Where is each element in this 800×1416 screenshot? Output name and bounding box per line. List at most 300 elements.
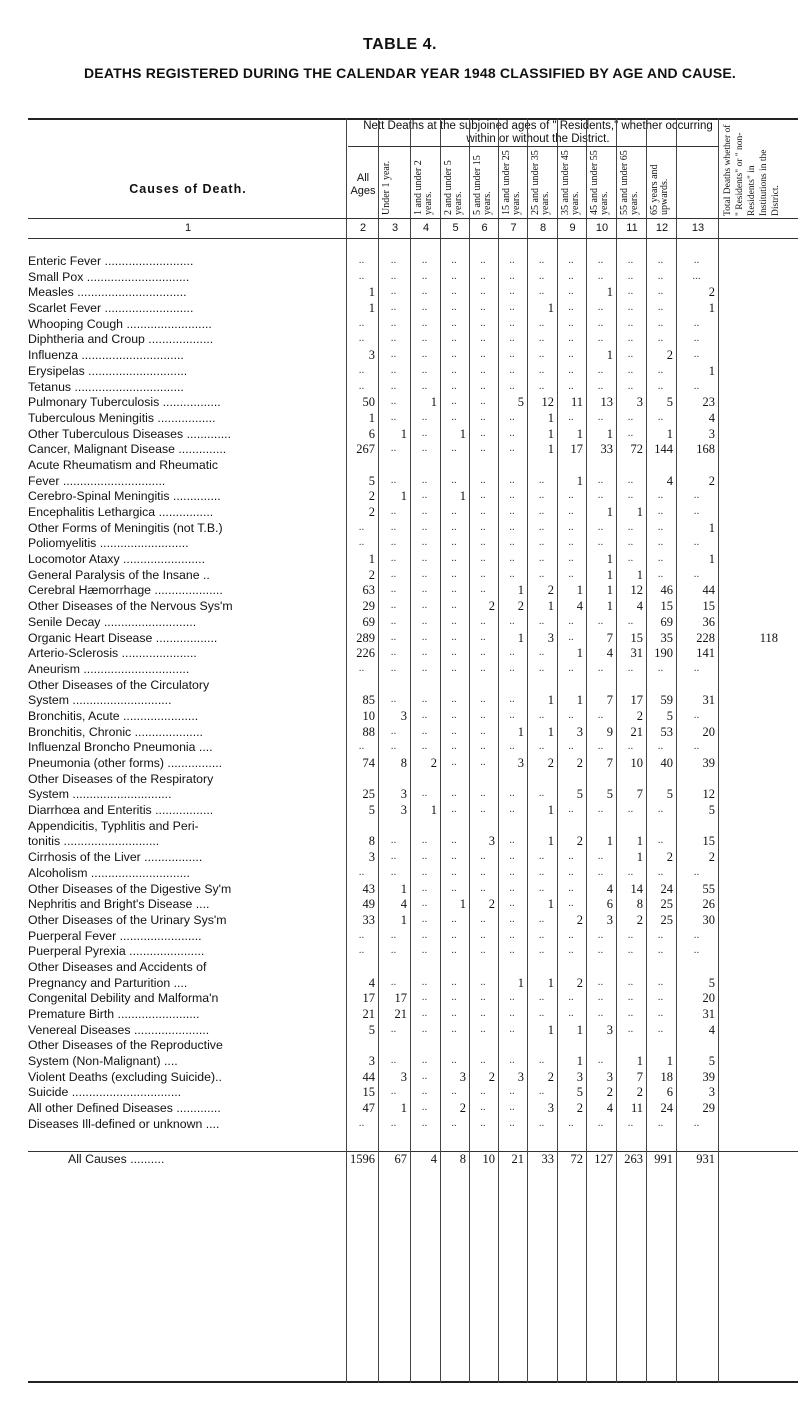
cell-value: .. — [421, 473, 428, 486]
cell-value: .. — [421, 881, 428, 894]
cell-value: .. — [597, 850, 604, 863]
cell-value: .. — [657, 552, 664, 565]
cell-value: .. — [421, 552, 428, 565]
cell-value: .. — [538, 552, 545, 565]
cell-value: .. — [597, 614, 604, 627]
cell-value: .. — [358, 316, 365, 329]
cell-value: .. — [480, 865, 486, 878]
cell-value: .. — [451, 756, 457, 768]
cell-value: 267 — [356, 442, 375, 457]
cell-value: .. — [451, 505, 457, 517]
cell-value: .. — [509, 332, 515, 345]
cell-value: 4 — [400, 897, 407, 912]
cell-value: .. — [480, 395, 486, 408]
table-row — [28, 254, 798, 270]
cell-value: 1 — [368, 552, 375, 567]
cell-value: 2 — [547, 583, 554, 598]
table-row — [28, 1023, 798, 1039]
cell-value: .. — [480, 991, 486, 1004]
cell-value: .. — [538, 912, 545, 925]
cell-value: 3 — [576, 1069, 583, 1084]
cell-value: .. — [480, 1054, 486, 1067]
table-row — [28, 1007, 798, 1023]
cell-value: 1 — [636, 850, 643, 865]
cell-value: .. — [480, 975, 486, 988]
cause-label: Other Diseases of the Respiratory — [28, 771, 214, 786]
cell-value: 25 — [362, 787, 375, 802]
cell-value: 1 — [368, 285, 375, 300]
cause-label: Diseases Ill-defined or unknown .... — [28, 1116, 220, 1131]
cell-value: .. — [509, 1085, 515, 1098]
cell-value: .. — [421, 301, 428, 314]
cell-value: .. — [538, 473, 545, 486]
table-row — [28, 819, 798, 835]
cell-value: .. — [451, 614, 457, 627]
cell-value: .. — [693, 379, 700, 392]
cell-value: .. — [568, 740, 574, 753]
header-rule — [28, 238, 798, 239]
cell-value: .. — [451, 661, 457, 674]
cell-value: .. — [390, 661, 397, 674]
cell-value: .. — [390, 1085, 397, 1098]
cell-value: .. — [509, 552, 515, 565]
cell-value: .. — [627, 552, 634, 565]
cause-label: Appendicitis, Typhlitis and Peri- — [28, 818, 199, 833]
cell-value: .. — [451, 708, 457, 721]
cell-value: 44 — [702, 583, 715, 598]
cell-value: 5 — [368, 803, 375, 818]
cell-value: 31 — [630, 646, 643, 661]
cell-value: 7 — [606, 756, 613, 770]
cell-value: 85 — [362, 693, 375, 708]
cell-value: 1 — [636, 1054, 643, 1069]
cell-value: 226 — [356, 646, 375, 661]
table-body — [28, 254, 798, 1167]
cell-value: .. — [568, 630, 574, 643]
cell-value: 69 — [362, 614, 375, 629]
cell-value: 5 — [708, 803, 715, 818]
table-row — [28, 709, 798, 725]
cell-value: 5 — [368, 1022, 375, 1037]
cell-value: .. — [568, 536, 574, 549]
cell-value: .. — [657, 740, 664, 753]
cause-label: Scarlet Fever .......................... — [28, 301, 194, 316]
cell-value: 23 — [702, 395, 715, 410]
cell-value: 1 — [576, 473, 583, 488]
cell-value: .. — [451, 693, 457, 706]
cell-value: 6 — [368, 426, 375, 441]
cell-value: 40 — [660, 756, 673, 770]
table-row — [28, 834, 798, 850]
cell-value: .. — [509, 944, 515, 957]
cell-value: .. — [480, 1022, 486, 1035]
cell-value: .. — [657, 834, 664, 847]
cell-value: .. — [627, 1007, 634, 1019]
column-number: 3 — [391, 222, 399, 234]
cell-value: .. — [390, 1022, 397, 1035]
cell-value: .. — [597, 536, 604, 549]
cell-value: 1 — [400, 881, 407, 896]
cell-value: 5 — [666, 708, 673, 723]
cell-value: 1 — [547, 442, 554, 457]
cell-value: .. — [568, 269, 574, 282]
cell-value: 1596 — [350, 1151, 375, 1166]
cell-value: .. — [597, 410, 604, 423]
age-band-header: Under 1 year. — [381, 160, 392, 215]
cell-value: .. — [568, 316, 574, 329]
cell-value: 1 — [606, 834, 613, 849]
cell-value: 29 — [702, 1101, 715, 1116]
cell-value: .. — [657, 567, 664, 580]
cell-value: 2 — [666, 348, 673, 363]
cell-value: .. — [509, 787, 515, 800]
cell-value: 931 — [696, 1151, 715, 1166]
cell-value: 24 — [660, 1101, 673, 1116]
cell-value: .. — [421, 285, 428, 298]
cell-value: .. — [657, 803, 664, 816]
cell-value: 289 — [356, 630, 375, 645]
column-divider — [527, 118, 528, 1383]
cell-value: .. — [597, 1116, 604, 1129]
cell-value: 7 — [606, 693, 613, 708]
cell-value: .. — [509, 614, 515, 627]
cell-value: 2 — [459, 1101, 466, 1116]
cell-value: .. — [509, 928, 515, 941]
cause-label: Locomotor Ataxy ........................ — [28, 552, 206, 567]
age-band-header: 35 and under 45 years. — [560, 150, 581, 215]
cell-value: 3 — [368, 348, 375, 363]
table-row — [28, 1117, 798, 1133]
cell-value: .. — [451, 865, 457, 878]
cell-value: .. — [627, 1022, 634, 1035]
cell-value: 31 — [702, 1007, 715, 1021]
column-divider — [616, 118, 617, 1383]
cell-value: 1 — [368, 410, 375, 425]
cell-value: .. — [509, 897, 515, 910]
cell-value: .. — [538, 332, 545, 345]
cell-value: .. — [390, 740, 397, 753]
cell-value: 263 — [624, 1151, 643, 1166]
cell-value: 17 — [394, 991, 407, 1006]
cell-value: .. — [451, 740, 457, 753]
cell-value: 1 — [459, 897, 466, 912]
cell-value: .. — [451, 630, 457, 643]
cell-value: .. — [358, 520, 365, 533]
cell-value: .. — [480, 630, 486, 643]
cell-value: 3 — [636, 395, 643, 410]
cell-value: .. — [480, 316, 486, 329]
cell-value: .. — [480, 348, 486, 361]
cell-value: .. — [538, 1007, 545, 1019]
cell-value: .. — [451, 583, 457, 596]
cell-value: .. — [509, 285, 515, 298]
cell-value: .. — [509, 850, 515, 863]
cause-label: Venereal Diseases ...................... — [28, 1022, 210, 1037]
cell-value: .. — [390, 301, 397, 314]
all-ages-header: All Ages — [350, 172, 376, 197]
cell-value: .. — [480, 426, 486, 439]
table-row — [28, 929, 798, 945]
cause-label: Organic Heart Disease .................. — [28, 630, 218, 645]
cell-value: 2 — [666, 850, 673, 865]
cell-value: .. — [597, 269, 604, 282]
cell-value: 1 — [606, 567, 613, 582]
cell-value: .. — [451, 834, 457, 847]
cell-value: .. — [480, 1116, 486, 1129]
cause-label: System ............................. — [28, 693, 172, 708]
cell-value: 25 — [660, 897, 673, 912]
cell-value: .. — [538, 1116, 545, 1129]
cell-value: 18 — [660, 1069, 673, 1084]
cell-value: .. — [421, 693, 428, 706]
cell-value: .. — [597, 254, 604, 266]
cell-value: .. — [421, 897, 428, 910]
cell-value: .. — [421, 708, 428, 721]
cell-value: .. — [421, 1022, 428, 1035]
cell-value: 25 — [660, 912, 673, 927]
column-number: 6 — [481, 222, 488, 234]
cell-value: .. — [451, 1054, 457, 1067]
cell-value: 1 — [547, 426, 554, 441]
cell-value: 2 — [488, 1069, 495, 1084]
cell-value: .. — [390, 285, 397, 298]
cell-value: 20 — [702, 991, 715, 1006]
column-divider — [586, 118, 587, 1383]
cell-value: .. — [509, 301, 515, 314]
cell-value: .. — [421, 520, 428, 533]
cell-value: 1 — [430, 803, 437, 818]
cell-value: 36 — [702, 614, 715, 629]
cell-value: .. — [451, 787, 457, 800]
cell-value: .. — [421, 1069, 428, 1082]
table-row — [28, 1085, 798, 1101]
cell-value: 1 — [368, 301, 375, 316]
cause-label: Pregnancy and Parturition .... — [28, 975, 188, 990]
cell-value: .. — [627, 536, 634, 549]
table-row — [28, 442, 798, 458]
cell-value: .. — [390, 269, 397, 282]
cell-value: .. — [538, 505, 545, 517]
cell-value: 4 — [368, 975, 375, 990]
cause-label: Encephalitis Lethargica ................ — [28, 505, 214, 519]
cell-value: .. — [657, 363, 664, 376]
cell-value: .. — [480, 614, 486, 627]
cell-value: .. — [390, 850, 397, 863]
cell-value: .. — [390, 316, 397, 329]
cell-value: .. — [538, 363, 545, 376]
cell-value: .. — [568, 379, 574, 392]
cell-value: .. — [421, 975, 428, 988]
cause-label: System (Non-Malignant) .... — [28, 1054, 178, 1069]
cell-value: .. — [390, 552, 397, 565]
cell-value: .. — [480, 254, 486, 266]
cause-label: Other Diseases of the Urinary Sys'm — [28, 912, 227, 927]
mortality-table — [28, 118, 798, 1383]
cell-value: .. — [421, 661, 428, 674]
cell-value: .. — [597, 301, 604, 314]
cell-value: .. — [597, 489, 604, 502]
cell-value: .. — [627, 991, 634, 1004]
cell-value: 3 — [517, 756, 524, 770]
cell-value: .. — [597, 740, 604, 753]
cause-label: Diarrhœa and Enteritis ................. — [28, 803, 214, 818]
cell-value: 1 — [606, 583, 613, 598]
table-row — [28, 913, 798, 929]
cell-value: .. — [538, 348, 545, 361]
cell-value: .. — [421, 1085, 428, 1098]
cell-value: .. — [451, 944, 457, 957]
column-divider — [718, 118, 719, 1383]
cell-value: .. — [509, 426, 515, 439]
table-row — [28, 395, 798, 411]
cell-value: .. — [480, 724, 486, 737]
cell-value: .. — [509, 1022, 515, 1035]
cell-value: 1 — [517, 975, 524, 990]
cell-value: .. — [451, 285, 457, 298]
cell-value: .. — [568, 285, 574, 298]
cell-value: 39 — [702, 756, 715, 770]
column-divider — [410, 118, 411, 1383]
cell-value: .. — [421, 363, 428, 376]
cell-value: .. — [693, 536, 700, 549]
cell-value: 1 — [400, 1101, 407, 1116]
cause-label: Puerperal Fever ........................ — [28, 928, 202, 943]
cell-value: .. — [421, 269, 428, 282]
cell-value: .. — [568, 410, 574, 423]
cell-value: .. — [390, 630, 397, 643]
cell-value: 10 — [482, 1151, 495, 1166]
cell-value: .. — [509, 269, 515, 282]
cell-value: 33 — [600, 442, 613, 457]
cell-value: .. — [451, 803, 457, 816]
cell-value: 4 — [576, 599, 583, 614]
total-deaths-header: Total Deaths whether of " Residents" or " non-Residents" in Institutions in the District. — [723, 124, 781, 216]
cause-label: tonitis ............................ — [28, 834, 160, 849]
cell-value: .. — [693, 1116, 700, 1129]
cell-value: .. — [480, 646, 486, 659]
cell-value: .. — [451, 301, 457, 314]
cell-value: 17 — [570, 442, 583, 457]
cell-value: .. — [568, 348, 574, 361]
cell-value: .. — [627, 865, 634, 878]
cause-label: Poliomyelitis .......................... — [28, 536, 189, 551]
cell-value: .. — [509, 410, 515, 423]
cell-value: .. — [509, 881, 515, 894]
cell-value: .. — [693, 332, 700, 345]
cell-value: .. — [390, 1054, 397, 1067]
cell-value: .. — [421, 850, 428, 863]
age-band-header: 1 and under 2 years. — [413, 160, 434, 215]
cell-value: 50 — [362, 395, 375, 410]
cell-value: .. — [451, 254, 457, 266]
cell-value: .. — [480, 442, 486, 455]
cell-value: .. — [693, 944, 700, 957]
column-number: 4 — [422, 222, 430, 234]
cell-value: .. — [509, 254, 515, 266]
cell-value: .. — [627, 254, 634, 266]
cell-value: .. — [509, 693, 515, 706]
cell-value: .. — [657, 410, 664, 423]
cell-value: 12 — [541, 395, 554, 410]
cell-value: .. — [693, 661, 700, 674]
cell-value: 1 — [517, 630, 524, 645]
column-divider — [378, 118, 379, 1383]
cell-value: .. — [390, 395, 397, 408]
column-divider — [646, 118, 647, 1383]
cell-value: 3 — [547, 1101, 554, 1116]
cell-value: .. — [480, 1085, 486, 1098]
cell-value: .. — [509, 316, 515, 329]
cause-label: Congenital Debility and Malforma'n — [28, 991, 219, 1006]
cause-label: Tuberculous Meningitis ................. — [28, 410, 216, 425]
cause-label: Tetanus ................................ — [28, 379, 184, 394]
cause-label: Puerperal Pyrexia ...................... — [28, 944, 205, 959]
cell-value: 1 — [517, 583, 524, 598]
cell-value: 1 — [708, 301, 715, 316]
cell-value: .. — [451, 599, 457, 612]
cell-value: .. — [538, 881, 545, 894]
cell-value: .. — [509, 1007, 515, 1019]
table-row — [28, 489, 798, 505]
cell-value: 47 — [362, 1101, 375, 1116]
table-row — [28, 850, 798, 866]
cell-value: 1 — [547, 410, 554, 425]
cell-value: 1 — [400, 912, 407, 927]
cell-value: 4 — [606, 881, 613, 896]
cell-value: 3 — [547, 630, 554, 645]
cell-value: .. — [657, 944, 664, 957]
cell-value: .. — [358, 254, 365, 266]
cell-value: .. — [597, 975, 604, 988]
cell-value: .. — [390, 583, 397, 596]
column-number: 12 — [655, 222, 669, 234]
cell-value: .. — [568, 928, 574, 941]
cell-value: .. — [597, 379, 604, 392]
cell-value: .. — [509, 536, 515, 549]
cell-value: 8 — [368, 834, 375, 849]
table-title: TABLE 4. — [363, 36, 437, 53]
cell-value: .. — [693, 708, 700, 721]
cell-value: 1 — [666, 426, 673, 441]
cause-label: Other Diseases and Accidents of — [28, 959, 207, 974]
cell-value: .. — [390, 1116, 397, 1129]
cause-label: Enteric Fever .......................... — [28, 254, 194, 268]
cell-value: 118 — [759, 630, 778, 645]
cell-value: 2 — [368, 567, 375, 582]
cell-value: .. — [627, 944, 634, 957]
cell-value: 991 — [654, 1151, 673, 1166]
cell-value: .. — [451, 473, 457, 486]
cell-value: .. — [657, 520, 664, 533]
cell-value: 1 — [606, 505, 613, 519]
cell-value: 1 — [459, 489, 466, 504]
cell-value: 4 — [606, 1101, 613, 1116]
cell-value: .. — [480, 552, 486, 565]
cell-value: .. — [693, 865, 700, 878]
table-row — [28, 772, 798, 788]
cell-value: .. — [480, 363, 486, 376]
cell-value: .. — [509, 348, 515, 361]
cause-label: Small Pox .............................. — [28, 269, 190, 284]
cell-value: 4 — [636, 599, 643, 614]
cell-value: .. — [480, 583, 486, 596]
causes-header: Causes of Death. — [129, 182, 247, 196]
cell-value: 39 — [702, 1069, 715, 1084]
cell-value: .. — [421, 316, 428, 329]
cell-value: .. — [568, 850, 574, 863]
table-row — [28, 317, 798, 333]
cell-value: .. — [568, 614, 574, 627]
